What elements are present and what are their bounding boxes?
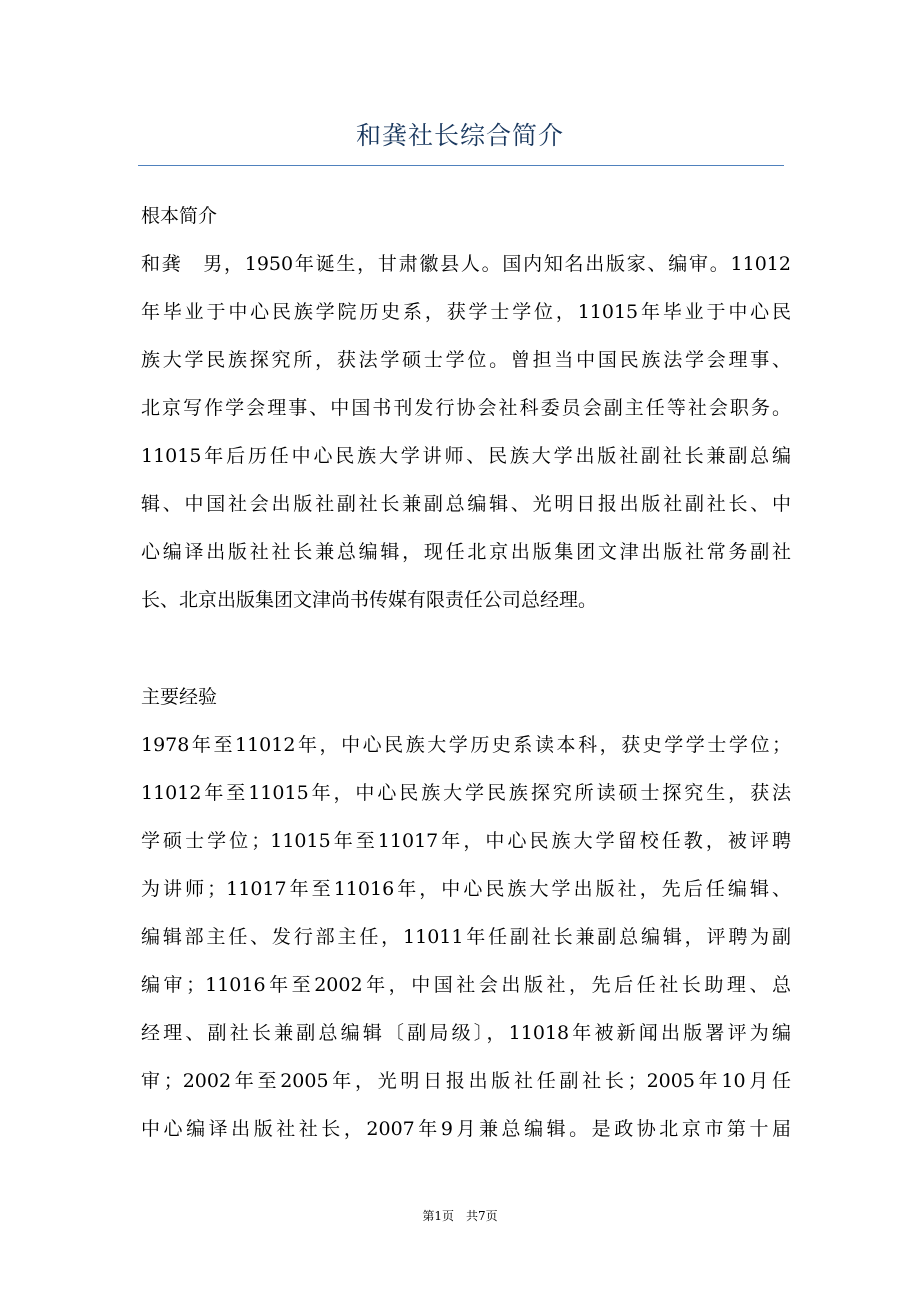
- paragraph-line: 长、北京出版集团文津尚书传媒有限责任公司总经理。: [141, 589, 598, 611]
- paragraph-line: 学硕士学位；11015年至11017年，中心民族大学留校任教，被评聘: [141, 830, 791, 852]
- paragraph-line: 年毕业于中心民族学院历史系，获学士学位，11015年毕业于中心民: [141, 301, 791, 323]
- paragraph-line: 经理、副社长兼副总编辑〔副局级〕，11018年被新闻出版署评为编: [141, 1022, 791, 1044]
- paragraph-line: 11012年至11015年，中心民族大学民族探究所读硕士探究生，获法: [141, 782, 791, 804]
- paragraph-line: 北京写作学会理事、中国书刊发行协会社科委员会副主任等社会职务。: [141, 397, 791, 419]
- paragraph-line: 编辑部主任、发行部主任，11011年任副社长兼副总编辑，评聘为副: [141, 926, 791, 948]
- page-footer: 第1页 共7页: [422, 1209, 498, 1223]
- paragraph-line: 为讲师；11017年至11016年，中心民族大学出版社，先后任编辑、: [141, 878, 791, 900]
- paragraph-line: 11015年后历任中心民族大学讲师、民族大学出版社副社长兼副总编: [141, 445, 791, 467]
- title-divider: [138, 165, 784, 166]
- page-title: 和龚社长综合简介: [355, 121, 564, 150]
- paragraph-line: 和龚 男，1950年诞生，甘肃徽县人。国内知名出版家、编审。11012: [141, 253, 791, 275]
- section-heading-experience: 主要经验: [141, 686, 218, 708]
- paragraph-line: 族大学民族探究所，获法学硕士学位。曾担当中国民族法学会理事、: [141, 349, 791, 371]
- paragraph-line: 心编译出版社社长兼总编辑，现任北京出版集团文津出版社常务副社: [141, 541, 791, 563]
- paragraph-line: 1978年至11012年，中心民族大学历史系读本科，获史学学士学位；: [141, 734, 791, 756]
- paragraph-line: 审；2002年至2005年，光明日报出版社任副社长；2005年10月任: [141, 1070, 791, 1092]
- section-heading-basic: 根本简介: [141, 205, 218, 227]
- paragraph-line: 编审；11016年至2002年，中国社会出版社，先后任社长助理、总: [141, 974, 791, 996]
- paragraph-line: 辑、中国社会出版社副社长兼副总编辑、光明日报出版社副社长、中: [141, 493, 791, 515]
- paragraph-line: 中心编译出版社社长，2007年9月兼总编辑。是政协北京市第十届: [141, 1118, 791, 1140]
